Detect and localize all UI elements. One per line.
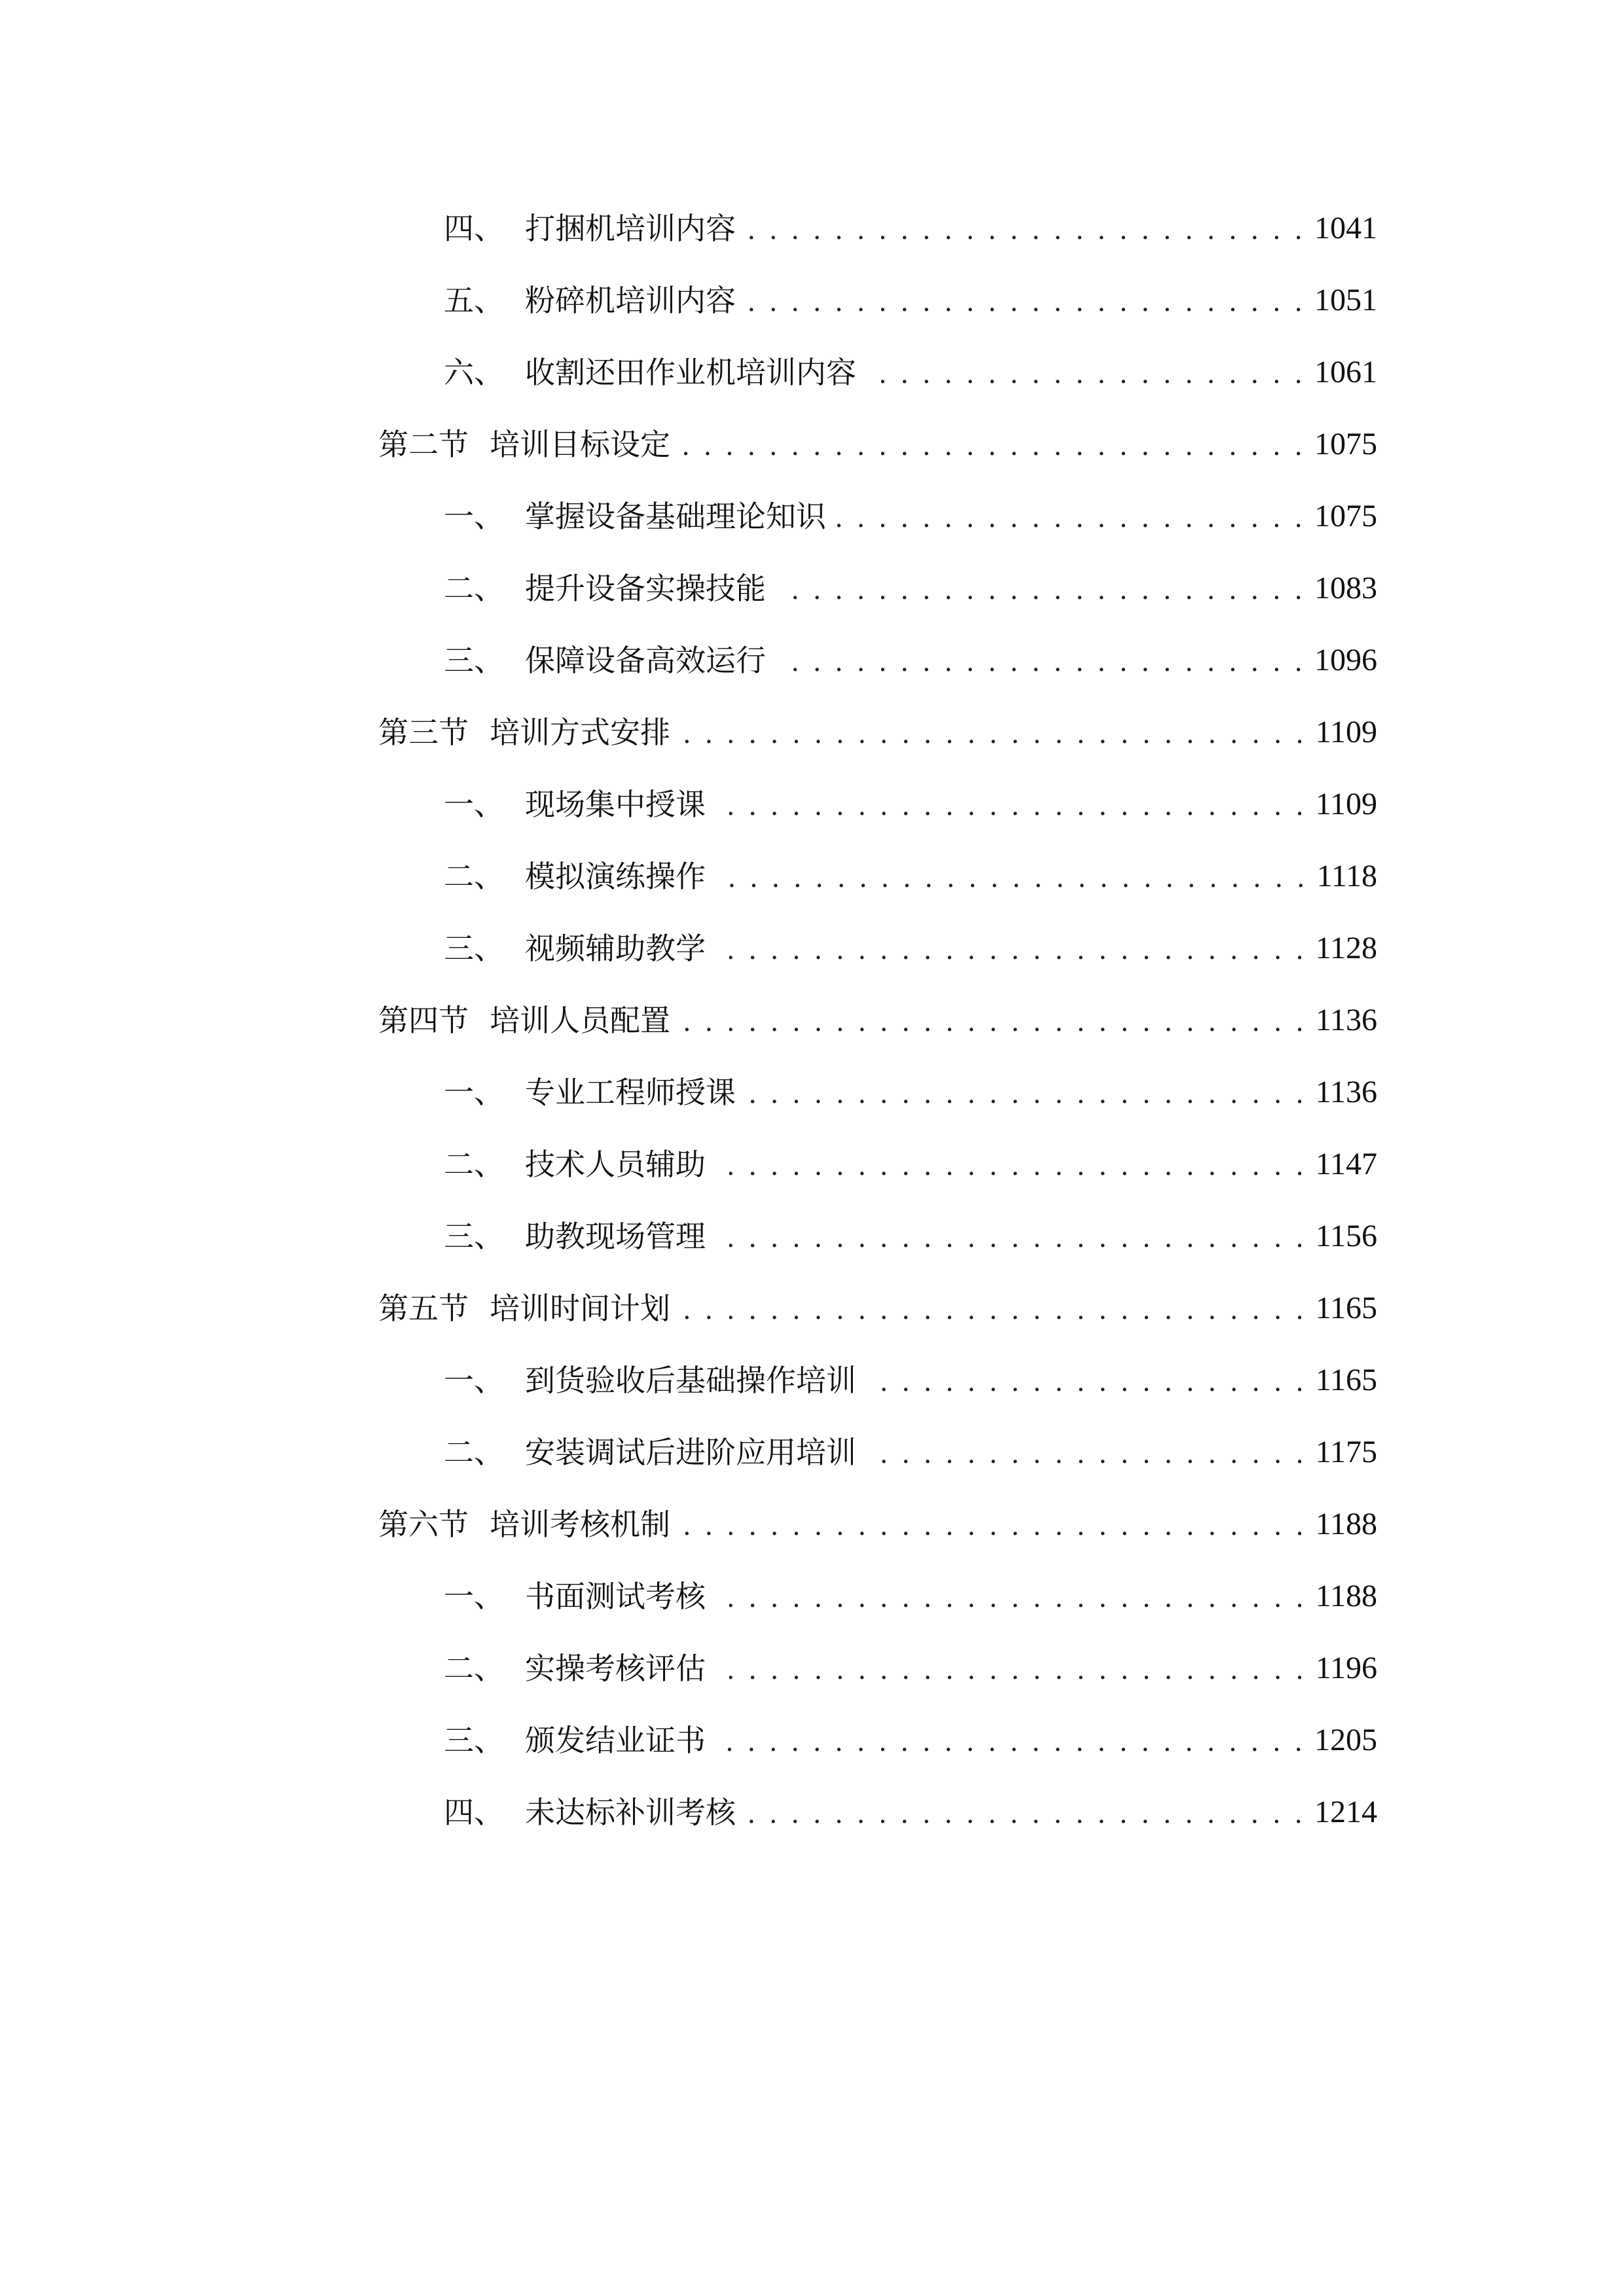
dot-leader: [715, 853, 1308, 899]
toc-entry[interactable]: [378, 709, 1377, 755]
entry-page-number: 1051: [1314, 283, 1377, 317]
toc-entry[interactable]: [444, 1357, 1377, 1403]
entry-number: 三、: [444, 643, 504, 678]
entry-title: 提升设备实操技能: [525, 571, 766, 606]
toc-entry[interactable]: [444, 493, 1377, 539]
toc-entry[interactable]: [444, 781, 1377, 827]
entry-page-number: 1147: [1315, 1147, 1377, 1181]
entry-number: 一、: [444, 1075, 504, 1110]
entry-number: 六、: [444, 355, 504, 390]
entry-number: 二、: [444, 571, 504, 606]
entry-page-number: 1165: [1315, 1291, 1377, 1325]
entry-page-number: 1083: [1314, 571, 1377, 605]
entry-page-number: 1175: [1315, 1435, 1377, 1469]
entry-number: 四、: [444, 1795, 504, 1830]
dot-leader: [715, 1213, 1307, 1259]
entry-number: 第五节: [378, 1291, 469, 1326]
entry-number: 一、: [444, 1579, 504, 1614]
toc-entry[interactable]: [444, 350, 1377, 395]
entry-page-number: 1188: [1315, 1507, 1377, 1541]
toc-entry[interactable]: [444, 853, 1377, 899]
dot-leader: [865, 1357, 1307, 1403]
entry-page-number: 1118: [1316, 859, 1377, 893]
dot-leader: [745, 1069, 1307, 1115]
entry-title: 培训考核机制: [490, 1507, 670, 1542]
dot-leader: [865, 350, 1305, 395]
entry-title: 技术人员辅助: [525, 1147, 706, 1182]
toc-entry[interactable]: [444, 565, 1377, 611]
dot-leader: [679, 997, 1307, 1043]
entry-number: 四、: [444, 211, 504, 246]
entry-page-number: 1165: [1315, 1363, 1377, 1397]
entry-page-number: 1188: [1315, 1579, 1377, 1613]
entry-number: 二、: [444, 1435, 504, 1470]
dot-leader: [679, 1285, 1307, 1331]
toc-entry[interactable]: [444, 1069, 1377, 1115]
dot-leader: [679, 709, 1307, 755]
toc-entry[interactable]: [444, 1429, 1377, 1475]
entry-page-number: 1136: [1315, 1003, 1377, 1037]
entry-number: 第六节: [378, 1507, 469, 1542]
entry-page-number: 1205: [1314, 1723, 1377, 1757]
entry-title: 视频辅助教学: [525, 931, 706, 966]
entry-page-number: 1136: [1315, 1075, 1377, 1109]
entry-title: 未达标补训考核: [525, 1795, 736, 1830]
entry-page-number: 1109: [1315, 715, 1377, 749]
dot-leader: [679, 1501, 1307, 1547]
entry-number: 一、: [444, 499, 504, 534]
toc-entry[interactable]: [444, 1717, 1377, 1763]
entry-number: 第三节: [378, 715, 469, 750]
entry-number: 三、: [444, 1723, 504, 1758]
entry-page-number: 1041: [1314, 211, 1377, 245]
entry-title: 专业工程师授课: [525, 1075, 736, 1110]
toc-entry[interactable]: [378, 997, 1377, 1043]
toc-entry[interactable]: [378, 422, 1377, 467]
entry-number: 三、: [444, 1219, 504, 1254]
toc-entry[interactable]: [444, 1573, 1377, 1619]
entry-page-number: 1214: [1314, 1795, 1377, 1829]
dot-leader: [865, 1429, 1307, 1475]
entry-page-number: 1109: [1315, 787, 1377, 821]
entry-page-number: 1128: [1315, 931, 1377, 965]
dot-leader: [715, 1645, 1307, 1691]
entry-title: 打捆机培训内容: [525, 211, 736, 246]
dot-leader: [775, 637, 1305, 683]
toc-entry[interactable]: [444, 925, 1377, 971]
dot-leader: [715, 925, 1307, 971]
toc-entry[interactable]: [444, 1141, 1377, 1187]
entry-title: 培训人员配置: [490, 1003, 670, 1038]
entry-number: 二、: [444, 859, 504, 894]
entry-title: 粉碎机培训内容: [525, 283, 736, 318]
entry-title: 掌握设备基础理论知识: [525, 499, 826, 534]
entry-page-number: 1075: [1314, 427, 1377, 461]
entry-number: 一、: [444, 1363, 504, 1398]
entry-page-number: 1196: [1315, 1651, 1377, 1685]
dot-leader: [745, 1789, 1305, 1835]
toc-entry[interactable]: [444, 1213, 1377, 1259]
dot-leader: [745, 206, 1305, 251]
dot-leader: [745, 278, 1305, 323]
entry-title: 实操考核评估: [525, 1651, 706, 1686]
toc-entry[interactable]: [378, 1285, 1377, 1331]
entry-page-number: 1096: [1314, 643, 1377, 677]
dot-leader: [775, 565, 1305, 611]
entry-title: 保障设备高效运行: [525, 643, 766, 678]
entry-title: 模拟演练操作: [525, 859, 706, 894]
dot-leader: [715, 1573, 1307, 1619]
entry-title: 到货验收后基础操作培训: [525, 1363, 856, 1398]
entry-page-number: 1075: [1314, 499, 1377, 533]
entry-number: 三、: [444, 931, 504, 966]
toc-entry[interactable]: [444, 1789, 1377, 1835]
toc-entry[interactable]: [378, 1501, 1377, 1547]
entry-page-number: 1061: [1314, 355, 1377, 389]
entry-number: 第二节: [378, 427, 469, 462]
entry-page-number: 1156: [1315, 1219, 1377, 1253]
entry-title: 培训方式安排: [490, 715, 670, 750]
entry-title: 助教现场管理: [525, 1219, 706, 1254]
dot-leader: [715, 1717, 1305, 1763]
entry-number: 二、: [444, 1147, 504, 1182]
toc-entry[interactable]: [444, 1645, 1377, 1691]
entry-title: 培训目标设定: [490, 427, 670, 462]
dot-leader: [715, 1141, 1307, 1187]
entry-title: 安装调试后进阶应用培训: [525, 1435, 856, 1470]
entry-number: 二、: [444, 1651, 504, 1686]
entry-title: 颁发结业证书: [525, 1723, 706, 1758]
entry-title: 现场集中授课: [525, 787, 706, 822]
dot-leader: [835, 493, 1305, 539]
toc-entry[interactable]: [444, 637, 1377, 683]
entry-title: 培训时间计划: [490, 1291, 670, 1326]
toc-entry[interactable]: [444, 278, 1377, 323]
dot-leader: [715, 781, 1307, 827]
dot-leader: [679, 422, 1305, 467]
entry-number: 五、: [444, 283, 504, 318]
entry-title: 书面测试考核: [525, 1579, 706, 1614]
toc-entry[interactable]: [444, 206, 1377, 251]
entry-number: 第四节: [378, 1003, 469, 1038]
entry-title: 收割还田作业机培训内容: [525, 355, 856, 390]
entry-number: 一、: [444, 787, 504, 822]
